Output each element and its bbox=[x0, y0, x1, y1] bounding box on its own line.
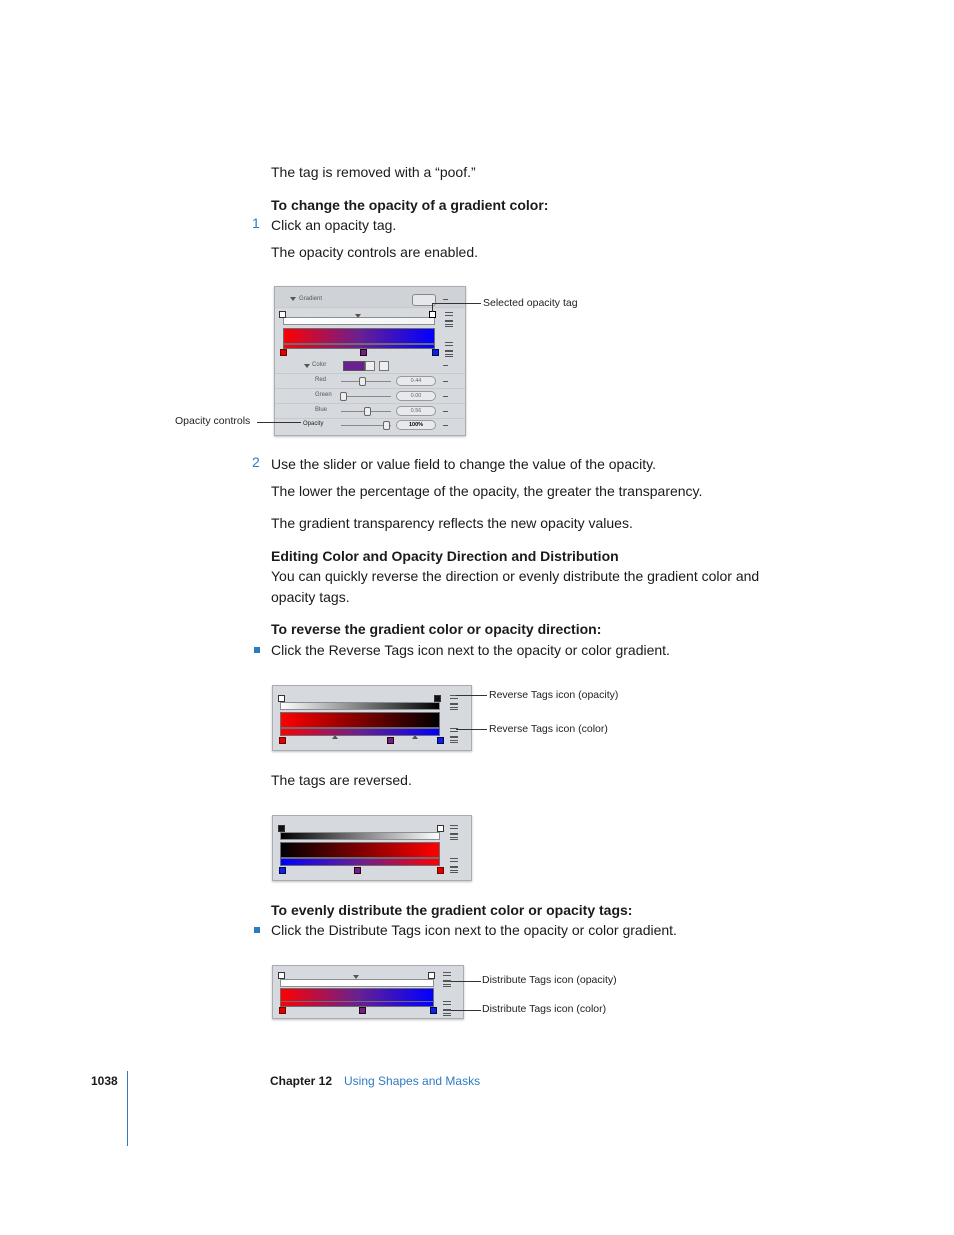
color-gradient-bar bbox=[280, 842, 440, 858]
heading-distribute: To evenly distribute the gradient color or opacity tags: bbox=[271, 902, 633, 918]
disclosure-triangle-icon bbox=[290, 297, 296, 301]
callout-opacity-controls: Opacity controls bbox=[175, 415, 251, 427]
minus-icon-6 bbox=[443, 425, 448, 426]
reverse-tags-icon-color bbox=[445, 342, 453, 351]
paragraph-reflects: The gradient transparency reflects the new opacity values. bbox=[271, 515, 633, 531]
distribute-tags-icon-color bbox=[443, 1010, 451, 1016]
distribute-tags-icon bbox=[445, 321, 453, 327]
footer-chapter: Chapter 12 bbox=[270, 1074, 333, 1088]
green-slider-knob bbox=[340, 392, 347, 401]
gradient-before-reverse-screenshot bbox=[272, 685, 472, 751]
blue-slider-knob bbox=[364, 407, 371, 416]
green-label: Green bbox=[315, 392, 332, 398]
green-value-field: 0.00 bbox=[396, 391, 436, 401]
blue-label: Blue bbox=[315, 407, 328, 413]
color-disclosure-icon bbox=[304, 364, 310, 368]
minus-icon-4 bbox=[443, 396, 448, 397]
eyedropper-icon bbox=[379, 361, 389, 371]
color-tag-purple bbox=[359, 1007, 366, 1014]
color-tag-blue bbox=[279, 867, 286, 874]
bullet-marker bbox=[254, 647, 260, 653]
red-label: Red bbox=[315, 377, 327, 383]
opacity-tag-white bbox=[278, 695, 285, 702]
color-label: Color bbox=[312, 362, 327, 368]
color-tag-red bbox=[437, 867, 444, 874]
reverse-tags-icon-color bbox=[443, 1001, 451, 1010]
minus-icon-3 bbox=[443, 381, 448, 382]
opacity-tag-white bbox=[437, 825, 444, 832]
reverse-tags-icon-opacity bbox=[450, 825, 458, 834]
opacity-tag-black bbox=[434, 695, 441, 702]
paragraph-reversed: The tags are reversed. bbox=[271, 772, 412, 788]
color-tag-blue bbox=[432, 349, 439, 356]
color-tag-blue bbox=[430, 1007, 437, 1014]
color-dropdown bbox=[365, 361, 375, 371]
reverse-tags-icon bbox=[445, 312, 453, 321]
distribute-opacity-leader bbox=[451, 981, 481, 982]
paragraph-lower: The lower the percentage of the opacity, the greater the transparency. bbox=[271, 483, 703, 499]
opacity-gradient-bar bbox=[280, 832, 440, 840]
distribute-tags-icon-color bbox=[450, 867, 458, 873]
opacity-tag-left bbox=[278, 972, 285, 979]
page-number: 1038 bbox=[91, 1074, 118, 1088]
color-gradient-strip bbox=[280, 1001, 434, 1007]
callout-distribute-opacity: Distribute Tags icon (opacity) bbox=[482, 974, 617, 986]
reverse-tags-icon-color bbox=[450, 858, 458, 867]
opacity-value-field: 100% bbox=[396, 420, 436, 430]
red-slider bbox=[341, 381, 391, 382]
color-tag-purple bbox=[387, 737, 394, 744]
callout-reverse-opacity: Reverse Tags icon (opacity) bbox=[489, 689, 619, 701]
color-tag-red bbox=[280, 349, 287, 356]
opacity-gradient-bar bbox=[283, 317, 435, 325]
color-tag-purple bbox=[360, 349, 367, 356]
bullet-distribute-text: Click the Distribute Tags icon next to the opacity or color gradient. bbox=[271, 922, 677, 938]
heading-change-opacity: To change the opacity of a gradient color: bbox=[271, 197, 549, 213]
step-2-text: Use the slider or value field to change the value of the opacity. bbox=[271, 456, 656, 472]
gradient-distribute-screenshot bbox=[272, 965, 464, 1019]
opacity-controls-leader bbox=[257, 422, 301, 423]
color-tag-purple bbox=[354, 867, 361, 874]
blue-value-field: 0.56 bbox=[396, 406, 436, 416]
distribute-tags-icon-color bbox=[450, 737, 458, 743]
color-swatch bbox=[343, 361, 365, 371]
gradient-label: Gradient bbox=[299, 296, 323, 302]
opacity-tag-black bbox=[278, 825, 285, 832]
opacity-tag-left bbox=[279, 311, 286, 318]
callout-reverse-color: Reverse Tags icon (color) bbox=[489, 723, 608, 735]
distribute-tags-icon-color bbox=[445, 351, 453, 357]
gradient-inspector-screenshot bbox=[274, 286, 466, 436]
color-gradient-bar bbox=[280, 988, 434, 1002]
opacity-label: Opacity bbox=[303, 421, 324, 427]
distribute-tags-icon-opacity bbox=[450, 704, 458, 710]
reverse-tags-icon-opacity bbox=[443, 972, 451, 981]
gradient-after-reverse-screenshot bbox=[272, 815, 472, 881]
step-1-text: Click an opacity tag. bbox=[271, 217, 397, 233]
bullet-marker-2 bbox=[254, 927, 260, 933]
color-gradient-strip bbox=[280, 858, 440, 866]
opacity-gradient-bar bbox=[280, 979, 434, 987]
color-tag-red bbox=[279, 737, 286, 744]
selected-opacity-tag-leader bbox=[432, 303, 481, 304]
heading-editing: Editing Color and Opacity Direction and Distribution bbox=[271, 548, 619, 564]
midpoint-icon-left bbox=[332, 735, 338, 739]
reverse-opacity-leader bbox=[456, 695, 487, 696]
step-1-result: The opacity controls are enabled. bbox=[271, 244, 479, 260]
color-tag-red bbox=[279, 1007, 286, 1014]
reverse-tags-icon-opacity bbox=[450, 695, 458, 704]
color-tag-blue bbox=[437, 737, 444, 744]
red-value-field: 0.44 bbox=[396, 376, 436, 386]
opacity-tag-selected bbox=[429, 311, 436, 318]
distribute-tags-icon-opacity bbox=[443, 981, 451, 987]
bullet-reverse-text: Click the Reverse Tags icon next to the opacity or color gradient. bbox=[271, 642, 670, 658]
paragraph-quickly-line2: opacity tags. bbox=[271, 589, 350, 605]
opacity-slider-knob bbox=[383, 421, 390, 430]
minus-icon-5 bbox=[443, 411, 448, 412]
reverse-color-leader bbox=[456, 729, 487, 730]
paragraph-poof: The tag is removed with a “poof.” bbox=[271, 164, 476, 180]
color-gradient-strip bbox=[283, 344, 435, 349]
step-number-2: 2 bbox=[252, 454, 260, 470]
paragraph-quickly-line1: You can quickly reverse the direction or evenly distribute the gradient color and bbox=[271, 568, 760, 584]
green-slider bbox=[341, 396, 391, 397]
distribute-color-leader bbox=[451, 1010, 481, 1011]
red-slider-knob bbox=[359, 377, 366, 386]
heading-reverse: To reverse the gradient color or opacity direction: bbox=[271, 621, 602, 637]
callout-distribute-color: Distribute Tags icon (color) bbox=[482, 1003, 607, 1015]
selected-opacity-tag-leader-drop bbox=[432, 303, 433, 312]
color-gradient-bar bbox=[283, 328, 435, 344]
callout-selected-opacity-tag: Selected opacity tag bbox=[483, 297, 578, 309]
midpoint-icon-right bbox=[412, 735, 418, 739]
footer-chapter-title-link[interactable]: Using Shapes and Masks bbox=[344, 1074, 481, 1088]
opacity-gradient-bar bbox=[280, 702, 440, 710]
minus-icon-2 bbox=[443, 365, 448, 366]
step-number-1: 1 bbox=[252, 215, 260, 231]
opacity-tag-right bbox=[428, 972, 435, 979]
minus-icon bbox=[443, 299, 448, 300]
distribute-tags-icon-opacity bbox=[450, 834, 458, 840]
color-gradient-bar bbox=[280, 712, 440, 728]
midpoint-icon bbox=[355, 314, 361, 318]
footer-rule bbox=[127, 1071, 128, 1146]
